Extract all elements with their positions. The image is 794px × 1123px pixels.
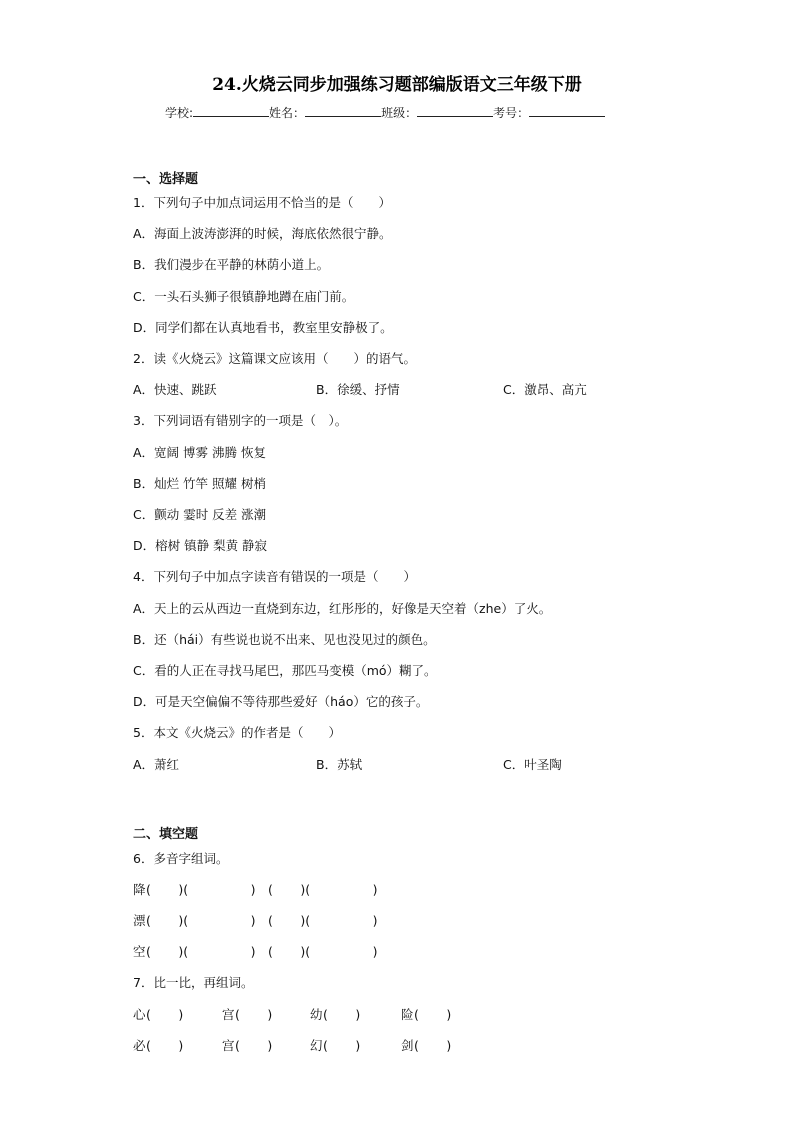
class-blank[interactable] <box>417 105 493 117</box>
question-4-option-d[interactable]: D．可是天空偏偏不等待那些爱好（háo）它的孩子。 <box>133 694 429 709</box>
question-7-row-2 <box>133 1036 493 1052</box>
question-6-row-2 <box>133 911 453 927</box>
question-6-row-1 <box>133 880 453 896</box>
question-3-stem: 3．下列词语有错别字的一项是（ ）。 <box>133 413 348 428</box>
question-2-stem: 2．读《火烧云》这篇课文应该用（ ）的语气。 <box>133 351 416 366</box>
question-3-option-a[interactable]: A．宽阔 博雾 沸腾 恢复 <box>133 445 266 460</box>
blank-paren[interactable]: ( )( ) ( )( ) <box>146 913 378 928</box>
question-6-stem: 6．多音字组词。 <box>133 851 229 866</box>
question-2-option-a[interactable]: A．快速、跳跃 <box>133 382 217 397</box>
blank-paren[interactable]: ( ) <box>146 1038 184 1053</box>
compare-char: 幻 <box>310 1038 323 1053</box>
question-1-option-c[interactable]: C．一头石头狮子很镇静地蹲在庙门前。 <box>133 289 355 304</box>
blank-paren[interactable]: ( )( ) ( )( ) <box>146 882 378 897</box>
question-5-option-b[interactable]: B．苏轼 <box>316 757 363 772</box>
question-1-stem: 1．下列句子中加点词运用不恰当的是（ ） <box>133 195 391 210</box>
compare-char: 剑 <box>401 1038 414 1053</box>
question-5-option-a[interactable]: A．萧红 <box>133 757 180 772</box>
blank-paren[interactable]: ( ) <box>414 1038 452 1053</box>
school-blank[interactable] <box>193 105 269 117</box>
compare-char: 宫 <box>222 1007 235 1022</box>
student-info-line <box>165 104 605 121</box>
page-title: 24.火烧云同步加强练习题部编版语文三年级下册 <box>212 75 582 95</box>
school-label: 学校: <box>165 106 194 120</box>
blank-paren[interactable]: ( ) <box>146 1007 184 1022</box>
blank-paren[interactable]: ( ) <box>235 1038 273 1053</box>
name-blank[interactable] <box>305 105 381 117</box>
question-6-row-3 <box>133 942 453 958</box>
section-heading-fill: 二、填空题 <box>133 827 199 842</box>
polyphone-char: 空 <box>133 944 146 959</box>
question-3-option-b[interactable]: B．灿烂 竹竿 照耀 树梢 <box>133 476 266 491</box>
question-3-option-d[interactable]: D．榕树 镇静 梨黄 静寂 <box>133 538 268 553</box>
question-7-row-1 <box>133 1005 493 1021</box>
polyphone-char: 漂 <box>133 913 146 928</box>
question-5-option-c[interactable]: C．叶圣陶 <box>503 757 562 772</box>
question-1-option-a[interactable]: A．海面上波涛澎湃的时候，海底依然很宁静。 <box>133 226 392 241</box>
question-3-option-c[interactable]: C．颤动 霎时 反差 涨潮 <box>133 507 267 522</box>
question-2-option-b[interactable]: B．徐缓、抒情 <box>316 382 400 397</box>
compare-char: 宫 <box>222 1038 235 1053</box>
question-7-stem: 7．比一比，再组词。 <box>133 975 254 990</box>
compare-char: 幼 <box>310 1007 323 1022</box>
compare-char: 心 <box>133 1007 146 1022</box>
question-5-stem: 5．本文《火烧云》的作者是（ ） <box>133 725 341 740</box>
compare-char: 险 <box>401 1007 414 1022</box>
question-5-options <box>133 755 693 771</box>
question-4-option-a[interactable]: A．天上的云从西边一直烧到东边，红彤彤的，好像是天空着（zhe）了火。 <box>133 601 552 616</box>
question-2-option-c[interactable]: C．激昂、高亢 <box>503 382 587 397</box>
class-label: 班级： <box>381 106 418 120</box>
blank-paren[interactable]: ( ) <box>235 1007 273 1022</box>
question-2-options <box>133 380 693 396</box>
exam-number-label: 考号： <box>493 106 530 120</box>
blank-paren[interactable]: ( ) <box>323 1007 361 1022</box>
question-4-stem: 4．下列句子中加点字读音有错误的一项是（ ） <box>133 569 416 584</box>
section-heading-choice: 一、选择题 <box>133 172 199 187</box>
blank-paren[interactable]: ( ) <box>323 1038 361 1053</box>
compare-char: 必 <box>133 1038 146 1053</box>
question-4-option-b[interactable]: B．还（hái）有些说也说不出来、见也没见过的颜色。 <box>133 632 436 647</box>
blank-paren[interactable]: ( ) <box>414 1007 452 1022</box>
question-4-option-c[interactable]: C．看的人正在寻找马尾巴，那匹马变模（mó）糊了。 <box>133 663 437 678</box>
polyphone-char: 降 <box>133 882 146 897</box>
question-1-option-b[interactable]: B．我们漫步在平静的林荫小道上。 <box>133 257 330 272</box>
blank-paren[interactable]: ( )( ) ( )( ) <box>146 944 378 959</box>
exam-number-blank[interactable] <box>529 105 605 117</box>
name-label: 姓名： <box>269 106 306 120</box>
question-1-option-d[interactable]: D．同学们都在认真地看书，教室里安静极了。 <box>133 320 393 335</box>
